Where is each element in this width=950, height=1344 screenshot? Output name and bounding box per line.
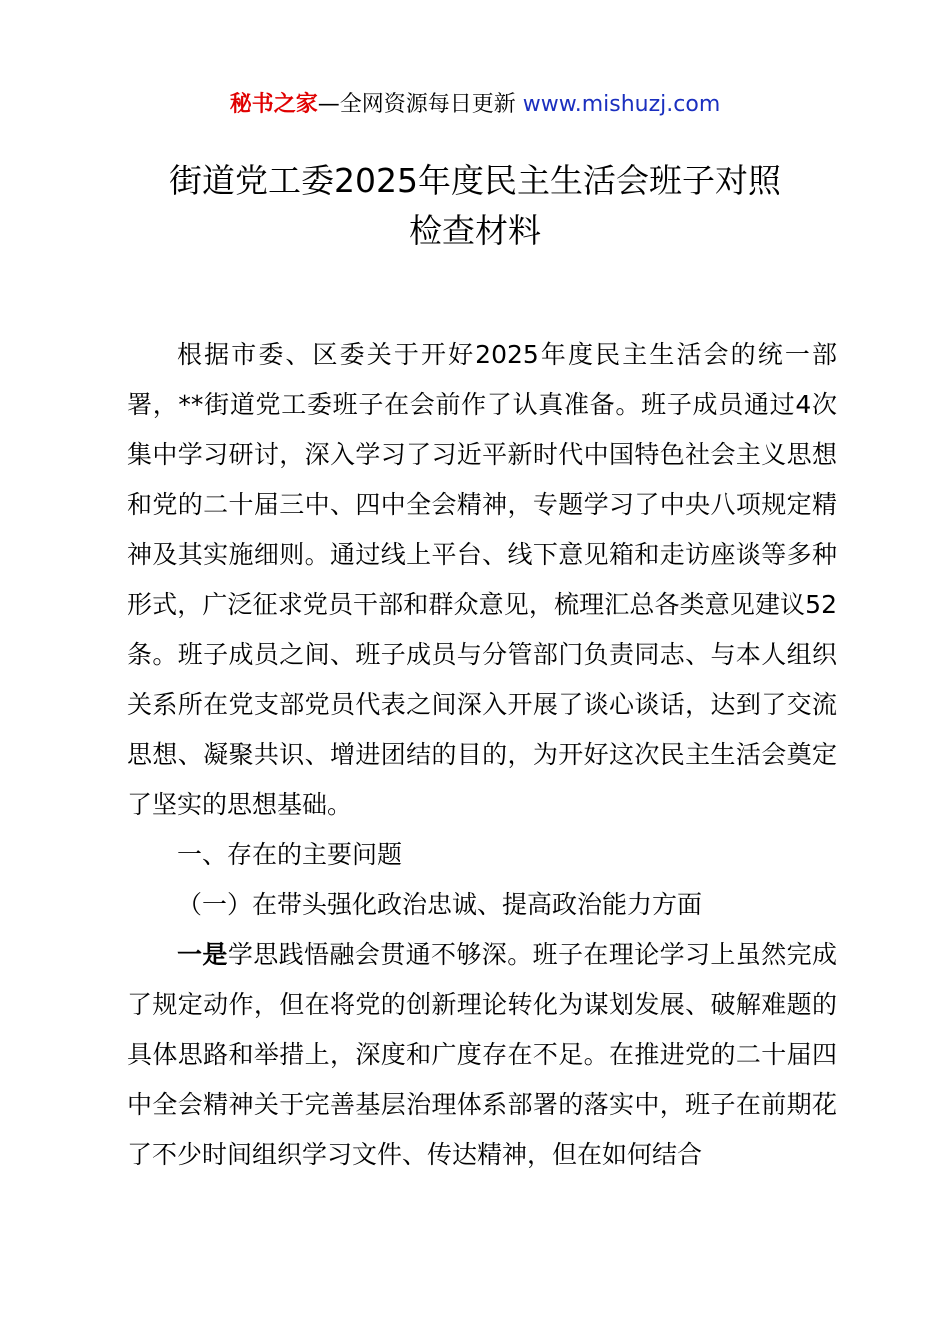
site-header bbox=[0, 88, 950, 122]
point-text: 学思践悟融会贯通不够深。班子在理论学习上虽然完成了规定动作，但在将党的创新理论转化为谋划发展、破解难题的具体思路和举措上，深度和广度存在不足。在推进党的二十届四中全会精神关于完善基层治理体系部署的落实中，班子在前期花了不少时间组织学习文件、传达精神，但在如何结合 bbox=[127, 940, 837, 1169]
title-line-1: 街道党工委2025年度民主生活会班子对照 bbox=[169, 161, 781, 200]
site-url-link[interactable]: www.mishuzj.com bbox=[522, 92, 721, 117]
intro-paragraph: 根据市委、区委关于开好2025年度民主生活会的统一部署，**街道党工委班子在会前作了认真准备。班子成员通过4次集中学习研讨，深入学习了习近平新时代中国特色社会主义思想和党的二十届三中、四中全会精神，专题学习了中央八项规定精神及其实施细则。通过线上平台、线下意见箱和走访座谈等多种形式，广泛征求党员干部和群众意见，梳理汇总各类意见建议52条。班子成员之间、班子成员与分管部门负责同志、与本人组织关系所在党支部党员代表之间深入开展了谈心谈话，达到了交流思想、凝聚共识、增进团结的目的，为开好这次民主生活会奠定了坚实的思想基础。 bbox=[127, 340, 837, 819]
header-tagline: —全网资源每日更新 bbox=[317, 92, 523, 117]
point-lead: 一是 bbox=[177, 940, 228, 969]
point-paragraph bbox=[127, 930, 837, 1180]
document-title bbox=[120, 156, 830, 256]
document-body bbox=[127, 330, 837, 1180]
brand-name: 秘书之家 bbox=[229, 92, 318, 117]
title-line-2: 检查材料 bbox=[409, 211, 541, 250]
section-heading: 一、存在的主要问题 bbox=[177, 840, 403, 869]
subsection-heading: （一）在带头强化政治忠诚、提高政治能力方面 bbox=[177, 890, 703, 919]
